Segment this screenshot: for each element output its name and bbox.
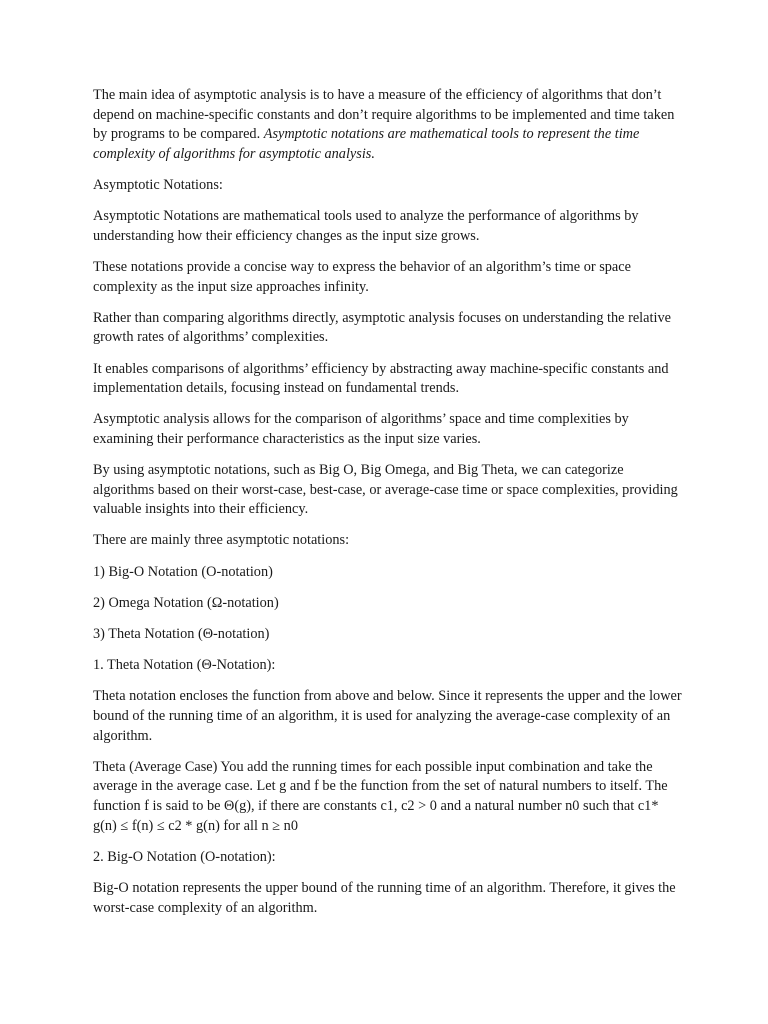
paragraph: These notations provide a concise way to express the behavior of an algorithm’s time or space complexity as the input size approaches infinity. <box>93 258 631 295</box>
paragraph: By using asymptotic notations, such as Big O, Big Omega, and Big Theta, we can categorize algorithms based on their worst-case, best-case, or average-case time or space complexities, providing valuable insights into their efficiency. <box>93 462 678 518</box>
paragraph: It enables comparisons of algorithms’ efficiency by abstracting away machine-specific constants and implementation details, focusing instead on fundamental trends. <box>93 360 669 397</box>
section-heading-big-o: 2. Big-O Notation (O-notation): <box>93 848 276 865</box>
paragraph: Theta notation encloses the function from above and below. Since it represents the upper and the lower bound of the running time of an algorithm, it is used for analyzing the average-case complexity of an algorithm. <box>93 688 682 744</box>
paragraph: Asymptotic analysis allows for the comparison of algorithms’ space and time complexities by examining their performance characteristics as the input size varies. <box>93 411 629 447</box>
paragraph: Big-O notation represents the upper bound of the running time of an algorithm. Therefore, it gives the worst-case complexity of an algorithm. <box>93 879 676 916</box>
list-item-omega: 2) Omega Notation (Ω-notation) <box>93 594 279 611</box>
intro-text: The main idea of asymptotic analysis is to have a measure of the efficiency of algorithms that don’t depend on machine-specific constants and don’t require algorithms to be implemented and time taken by programs to be compared. <box>93 87 675 143</box>
paragraph: Rather than comparing algorithms directly, asymptotic analysis focuses on understanding the relative growth rates of algorithms’ complexities. <box>93 309 671 346</box>
section-heading-asymptotic-notations: Asymptotic Notations: <box>93 176 223 193</box>
list-item-big-o: 1) Big-O Notation (O-notation) <box>93 563 273 580</box>
paragraph: Asymptotic Notations are mathematical tools used to analyze the performance of algorithms by understanding how their efficiency changes as the input size grows. <box>93 208 639 244</box>
list-item-theta: 3) Theta Notation (Θ-notation) <box>93 626 270 642</box>
intro-italic-text: Asymptotic notations are mathematical tools to represent the time complexity of algorithms for asymptotic analysis. <box>93 126 640 162</box>
paragraph: There are mainly three asymptotic notations: <box>93 532 350 549</box>
document-page <box>93 86 683 930</box>
paragraph: Theta (Average Case) You add the running times for each possible input combination and take the average in the average case. Let g and f be the function from the set of natural numbers to itself. The function f is said to be Θ(g), if there are constants c1, c2 > 0 and a natural number n0 such that c1* g(n) ≤ f(n) ≤ c2 * g(n) for all n ≥ n0 <box>93 758 668 834</box>
section-heading-theta: 1. Theta Notation (Θ-Notation): <box>93 657 276 674</box>
intro-paragraph <box>93 86 683 164</box>
